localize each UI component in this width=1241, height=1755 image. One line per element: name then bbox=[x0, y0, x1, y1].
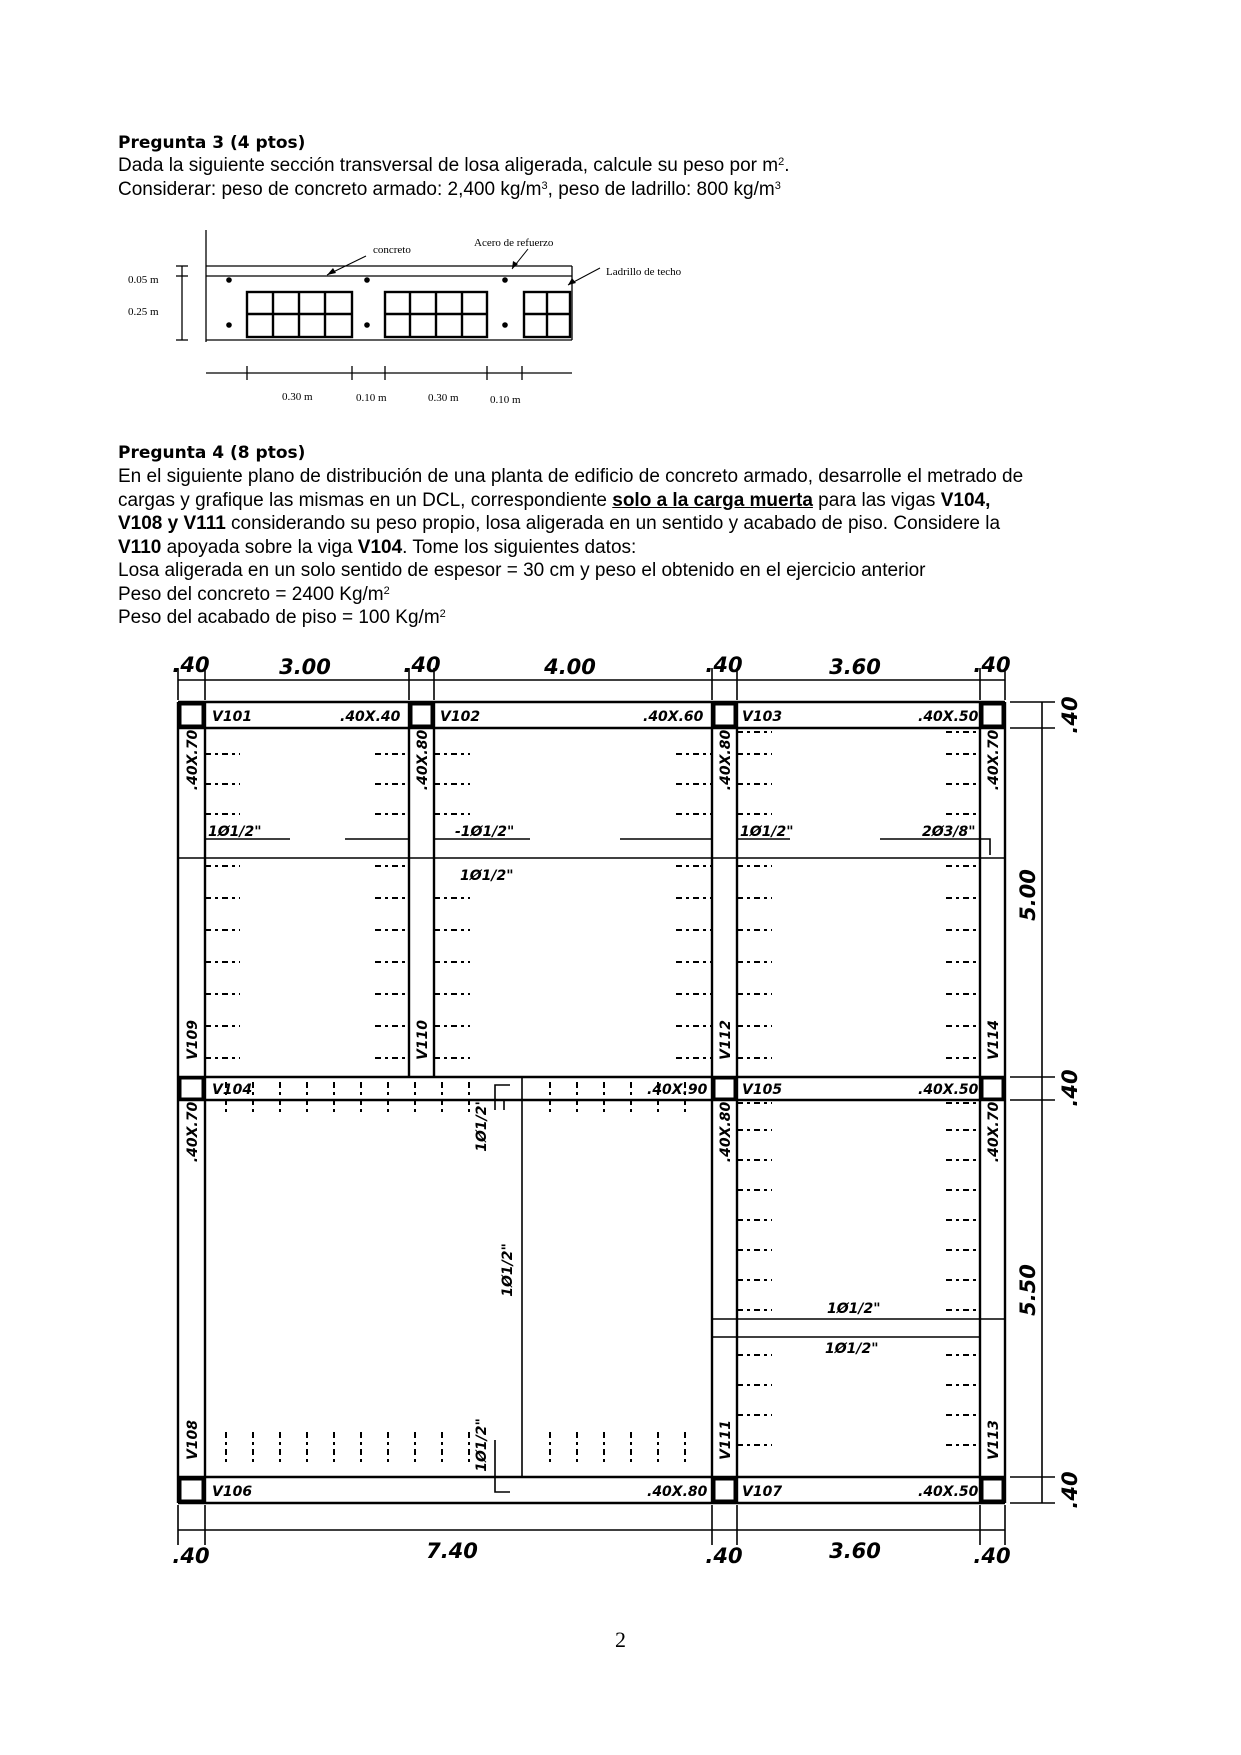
q4-line5: Losa aligerada en un solo sentido de espesor = 30 cm y peso el obtenido en el ejercicio anterior bbox=[118, 560, 926, 581]
beam-v114: V114 bbox=[986, 1019, 1002, 1061]
label-acero: Acero de refuerzo bbox=[474, 237, 554, 249]
q3-line2a: Considerar: peso de concreto armado: 2,400 kg/m bbox=[118, 178, 542, 200]
q4-line1: En el siguiente plano de distribución de una planta de edificio de concreto armado, desarrolle el metrado de bbox=[118, 466, 1024, 487]
rebar-label-g: 1Ø1/2" bbox=[500, 1243, 516, 1297]
dim-010-a: 0.10 m bbox=[356, 392, 387, 404]
q4-line4a: V110 bbox=[118, 536, 162, 558]
q3-line1-end: . bbox=[784, 155, 790, 176]
beam-v111: V111 bbox=[718, 1419, 734, 1461]
beam-v107: V107 bbox=[742, 1484, 783, 1500]
q3-line2-sup1: 3 bbox=[541, 179, 548, 192]
q4-line7-sup: 2 bbox=[439, 608, 446, 620]
right-dim-2: 5.00 bbox=[1016, 869, 1040, 921]
beam-v114-size: .40X.70 bbox=[986, 729, 1002, 791]
dim-025: 0.25 m bbox=[128, 306, 159, 318]
bottom-dim-3: .40 bbox=[705, 1544, 743, 1568]
top-dim-6: 3.60 bbox=[829, 655, 881, 679]
beam-v105-size: .40X.50 bbox=[918, 1082, 979, 1098]
beam-v106: V106 bbox=[212, 1484, 253, 1500]
q4-line4b: apoyada sobre la viga bbox=[161, 536, 358, 558]
top-dim-3: .40 bbox=[403, 653, 441, 677]
beam-v110-size: .40X.80 bbox=[415, 729, 431, 791]
beam-v104-size: .40X.90 bbox=[647, 1082, 708, 1098]
q3-line2-sup2: 3 bbox=[774, 179, 781, 192]
right-dim-4: 5.50 bbox=[1016, 1264, 1040, 1316]
label-ladrillo: Ladrillo de techo bbox=[606, 266, 682, 278]
rebar-label-d: 2Ø3/8" bbox=[922, 824, 976, 840]
beam-v106-size: .40X.80 bbox=[647, 1484, 708, 1500]
beam-v103-size: .40X.50 bbox=[918, 709, 979, 725]
rebar-label-a: 1Ø1/2" bbox=[208, 824, 262, 840]
beam-v101: V101 bbox=[212, 709, 253, 725]
q4-line2a: cargas y grafique las mismas en un DCL, correspondiente bbox=[118, 489, 613, 511]
q4-line6-sup: 2 bbox=[383, 584, 390, 597]
rebar-label-i: 1Ø1/2" bbox=[825, 1341, 879, 1357]
rebar-label-h: 1Ø1/2" bbox=[827, 1301, 881, 1317]
label-concreto: concreto bbox=[373, 244, 411, 256]
q3-title: Pregunta 3 (4 ptos) bbox=[118, 133, 306, 153]
rebar-label-j: 1Ø1/2" bbox=[474, 1418, 490, 1472]
q4-line4c: V104 bbox=[357, 536, 403, 558]
page-number: 2 bbox=[615, 1627, 626, 1652]
beam-v102: V102 bbox=[440, 709, 481, 725]
bottom-dim-2: 7.40 bbox=[426, 1539, 478, 1563]
q4-line2b: para las vigas bbox=[812, 489, 941, 511]
beam-v105: V105 bbox=[742, 1082, 783, 1098]
dim-030-a: 0.30 m bbox=[282, 391, 313, 403]
beam-v102-size: .40X.60 bbox=[643, 709, 704, 725]
bottom-dim-4: 3.60 bbox=[829, 1539, 881, 1563]
top-dim-1: .40 bbox=[172, 653, 210, 677]
beam-v113-size: .40X.70 bbox=[986, 1101, 1002, 1163]
beam-v109: V109 bbox=[185, 1019, 201, 1061]
beam-v107-size: .40X.50 bbox=[918, 1484, 979, 1500]
top-dim-2: 3.00 bbox=[279, 655, 331, 679]
q4-line2c: V104, bbox=[940, 489, 991, 511]
dim-030-b: 0.30 m bbox=[428, 392, 459, 404]
rebar-label-e: 1Ø1/2" bbox=[460, 868, 514, 884]
beam-v112: V112 bbox=[718, 1019, 734, 1061]
q4-line7: Peso del acabado de piso = 100 Kg/m bbox=[118, 607, 440, 628]
q3-line1-sup: 2 bbox=[778, 156, 785, 168]
q4-line4d: . Tome los siguientes datos: bbox=[402, 536, 637, 558]
beam-v112-size: .40X.80 bbox=[718, 729, 734, 791]
dim-005: 0.05 m bbox=[128, 274, 159, 286]
q3-line1: Dada la siguiente sección transversal de losa aligerada, calcule su peso por m bbox=[118, 155, 779, 176]
bottom-dim-5: .40 bbox=[973, 1544, 1011, 1568]
bottom-dim-1: .40 bbox=[172, 1544, 210, 1568]
top-dim-7: .40 bbox=[973, 653, 1011, 677]
beam-v109-size: .40X.70 bbox=[185, 729, 201, 791]
beam-v111-size: .40X.80 bbox=[718, 1101, 734, 1163]
beam-v110: V110 bbox=[415, 1019, 431, 1061]
q4-line3a: V108 y V111 bbox=[118, 513, 226, 534]
beam-v108-size: .40X.70 bbox=[185, 1101, 201, 1163]
q4-line2-underlined: solo a la carga muerta bbox=[612, 489, 813, 511]
q3-line2b: , peso de ladrillo: 800 kg/m bbox=[547, 178, 775, 200]
right-dim-3: .40 bbox=[1058, 1069, 1082, 1107]
q4-line6: Peso del concreto = 2400 Kg/m bbox=[118, 583, 384, 605]
rebar-label-b: -1Ø1/2" bbox=[455, 824, 515, 840]
q4-line3b: considerando su peso propio, losa aligerada en un sentido y acabado de piso. Considere la bbox=[225, 513, 1001, 534]
beam-v113: V113 bbox=[986, 1419, 1002, 1461]
rebar-label-f: 1Ø1/2" bbox=[474, 1098, 490, 1152]
beam-v103: V103 bbox=[742, 709, 783, 725]
right-dim-5: .40 bbox=[1058, 1471, 1082, 1509]
rebar-label-c: 1Ø1/2" bbox=[740, 824, 794, 840]
top-dim-4: 4.00 bbox=[544, 655, 596, 679]
right-dim-1: .40 bbox=[1058, 696, 1082, 734]
dim-010-b: 0.10 m bbox=[490, 394, 521, 406]
top-dim-5: .40 bbox=[705, 653, 743, 677]
beam-v104: V104 bbox=[212, 1082, 253, 1098]
beam-v101-size: .40X.40 bbox=[340, 709, 401, 725]
beam-v108: V108 bbox=[185, 1419, 201, 1461]
q4-title: Pregunta 4 (8 ptos) bbox=[118, 443, 306, 463]
